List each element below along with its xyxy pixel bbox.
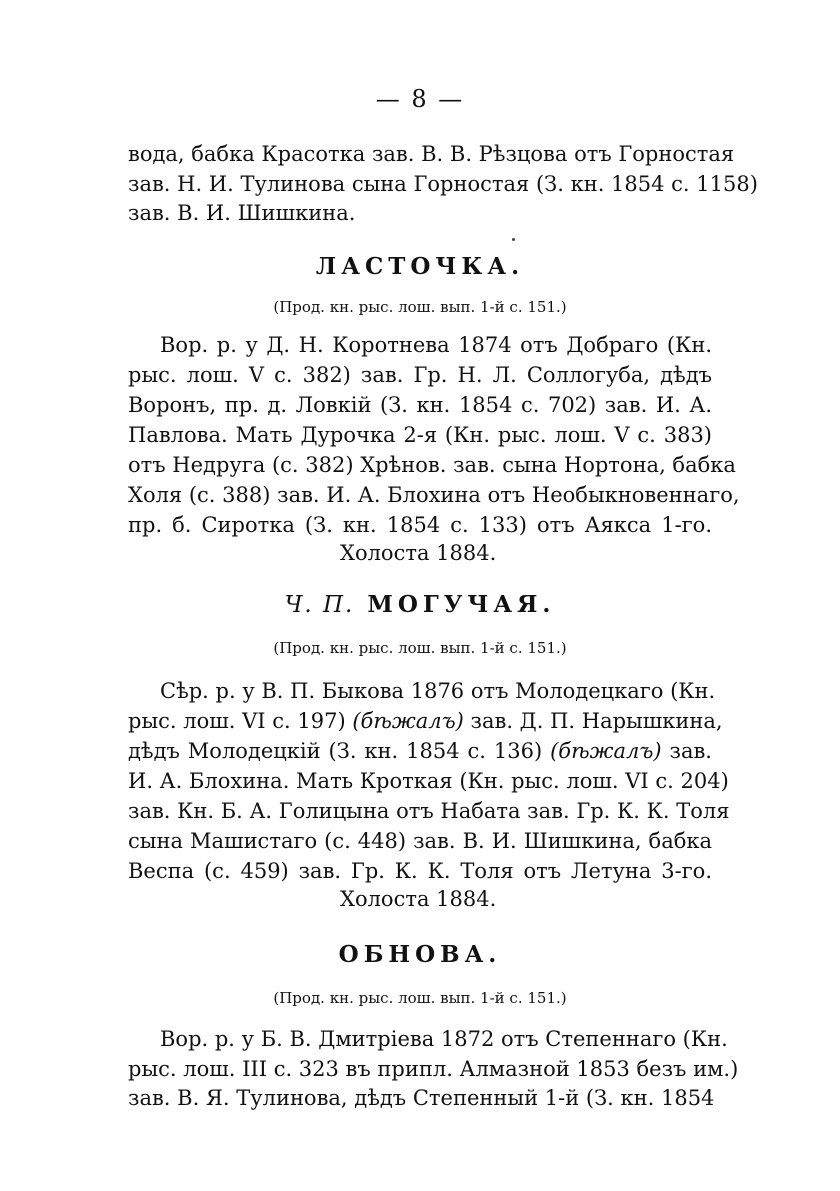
entry-line: зав. В. Я. Тулинова, дѣдъ Степенный 1-й (З. кн. 1854 (128, 1086, 715, 1110)
entry-reference-moguchaya: (Прод. кн. рыс. лош. вып. 1-й с. 151.) (273, 639, 567, 657)
entry-line: Вор. р. у Д. Н. Коротнева 1874 отъ Добраго (Кн. (160, 333, 712, 357)
entry-title-moguchaya (0, 590, 840, 620)
entry-line: И. А. Блохина. Мать Кроткая (Кн. рыс. лош. VI с. 204) (128, 769, 729, 793)
italic-note: (бѣжалъ) (352, 709, 464, 733)
entry-status-lastochka: Холоста 1884. (340, 541, 497, 565)
entry-line: Холя (с. 388) зав. И. А. Блохина отъ Необыкновеннаго, (128, 483, 740, 507)
entry-line (128, 736, 712, 766)
entry-line: Сѣр. р. у В. П. Быкова 1876 отъ Молодецкаго (Кн. (160, 679, 716, 703)
text-fragment: дѣдъ Молодецкій (З. кн. 1854 с. 136) (128, 739, 543, 763)
italic-note: (бѣжалъ) (550, 739, 662, 763)
entry-line: зав. Кн. Б. А. Голицына отъ Набата зав. Гр. К. К. Толя (128, 799, 730, 823)
entry-title-obnova: ОБНОВА. (338, 941, 502, 968)
text-fragment: зав. Д. П. Нарышкина, (470, 709, 723, 733)
entry-line: пр. б. Сиротка (З. кн. 1854 с. 133) отъ Аякса 1-го. (128, 513, 712, 537)
entry-line: Веспа (с. 459) зав. Гр. К. К. Толя отъ Летуна 3-го. (128, 859, 712, 883)
entry-line: сына Машистаго (с. 448) зав. В. И. Шишкина, бабка (128, 829, 712, 853)
intro-line-2: зав. Н. И. Тулинова сына Горностая (З. кн. 1854 с. 1158) (128, 172, 758, 196)
entry-line: Вор. р. у Б. В. Дмитріева 1872 отъ Степеннаго (Кн. (160, 1027, 728, 1051)
entry-status-moguchaya: Холоста 1884. (340, 887, 497, 911)
intro-line-1: вода, бабка Красотка зав. В. В. Рѣзцова отъ Горностая (128, 142, 735, 166)
entry-line: Павлова. Мать Дурочка 2-я (Кн. рыс. лош. V с. 383) (128, 423, 712, 447)
entry-line: Воронъ, пр. д. Ловкій (З. кн. 1854 с. 702) зав. И. А. (128, 393, 712, 417)
entry-line: рыс. лош. III с. 323 въ припл. Алмазной 1853 безъ им.) (128, 1057, 739, 1081)
page-number: — 8 — (375, 85, 465, 113)
title-initials: Ч. П. (284, 592, 355, 618)
entry-reference-obnova: (Прод. кн. рыс. лош. вып. 1-й с. 151.) (273, 989, 567, 1007)
text-fragment: рыс. лош. VI с. 197) (128, 709, 346, 733)
entry-line: рыс. лош. V с. 382) зав. Гр. Н. Л. Соллогуба, дѣдъ (128, 363, 712, 387)
entry-line: отъ Недруга (с. 382) Хрѣнов. зав. сына Нортона, бабка (128, 453, 736, 477)
speck-mark (512, 238, 515, 241)
entry-reference-lastochka: (Прод. кн. рыс. лош. вып. 1-й с. 151.) (273, 298, 567, 316)
intro-line-3: зав. В. И. Шишкина. (128, 201, 356, 225)
entry-line (128, 706, 723, 736)
text-fragment: зав. (669, 739, 712, 763)
entry-title-lastochka: ЛАСТОЧКА. (315, 253, 525, 280)
title-name: МОГУЧАЯ. (367, 591, 556, 618)
